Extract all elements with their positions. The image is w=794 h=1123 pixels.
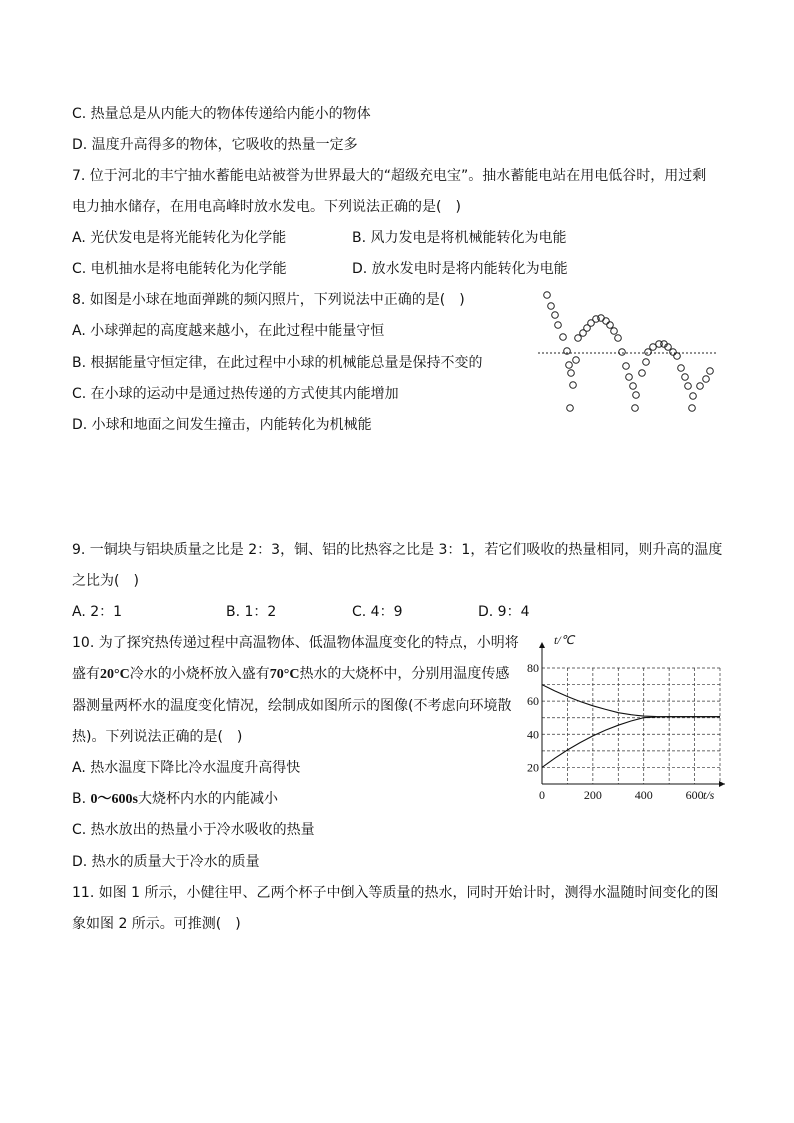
q9-stem-line2: 之比为( ) <box>72 573 139 589</box>
ball-image <box>630 383 637 390</box>
q10-stem-line3: 器测量两杯水的温度变化情况，绘制成如图所示的图像(不考虑向环境散 <box>72 698 512 714</box>
ball-image <box>639 370 646 377</box>
grid <box>542 668 720 784</box>
q8-option-c: C. 在小球的运动中是通过热传递的方式使其内能增加 <box>72 386 399 402</box>
ball-image <box>570 382 577 389</box>
ball-image <box>623 363 630 370</box>
ball-image <box>703 376 710 383</box>
ball-image <box>670 349 677 356</box>
ball-image <box>678 365 685 372</box>
q7-option-d: D. 放水发电时是将内能转化为电能 <box>352 261 568 277</box>
ball-image <box>689 405 696 412</box>
y-tick-label: 60 <box>527 694 539 709</box>
q7-option-c: C. 电机抽水是将电能转化为化学能 <box>72 261 287 277</box>
q7-stem-line2: 电力抽水储存，在用电高峰时放水发电。下列说法正确的是( ) <box>72 199 461 215</box>
y-tick-label: 40 <box>527 727 539 742</box>
hot-water-curve <box>542 685 720 717</box>
ball-image <box>619 349 626 356</box>
y-tick-label: 20 <box>527 760 539 775</box>
q9-stem-line1: 9. 一铜块与铝块质量之比是 2：3，铜、铝的比热容之比是 3：1，若它们吸收的热量相同，则升高的温度 <box>72 542 723 558</box>
ball-image <box>632 405 639 412</box>
ball-image <box>568 370 575 377</box>
ball-image <box>555 322 562 329</box>
q10-option-a: A. 热水温度下降比冷水温度升高得快 <box>72 760 301 776</box>
ball-image <box>544 292 551 299</box>
ball-image <box>560 334 567 341</box>
ball-image <box>615 335 622 342</box>
q9-option-c: C. 4：9 <box>352 604 403 620</box>
ball-image <box>674 353 681 360</box>
q10-option-b: B. 0～600s大烧杯内水的内能减小 <box>72 791 278 807</box>
x-axis-arrow <box>719 781 725 787</box>
q10-stem-line1: 10. 为了探究热传递过程中高温物体、低温物体温度变化的特点，小明将 <box>72 635 519 651</box>
bouncing-ball-figure <box>530 285 720 420</box>
temperature-time-chart <box>520 628 730 808</box>
ball-image <box>573 357 580 364</box>
q10-stem-line2: 盛有20°C冷水的小烧杯放入盛有70°C热水的大烧杯中，分别用温度传感 <box>72 666 510 682</box>
ball-image <box>645 349 652 356</box>
x-tick-label: 400 <box>634 788 653 802</box>
option-d-heat: D. 温度升高得多的物体，它吸收的热量一定多 <box>72 137 358 153</box>
x-tick-label: 200 <box>583 788 602 802</box>
ball-image <box>626 374 633 381</box>
q10-option-d: D. 热水的质量大于冷水的质量 <box>72 854 260 870</box>
ball-image <box>566 362 573 369</box>
q9-option-a: A. 2：1 <box>72 604 123 620</box>
ball-image <box>607 322 614 329</box>
ball-image <box>552 312 559 319</box>
q8-option-d: D. 小球和地面之间发生撞击，内能转化为机械能 <box>72 417 372 433</box>
q10-stem-line4: 热)。下列说法正确的是( ) <box>72 729 243 745</box>
ball-image <box>690 393 697 400</box>
ball-image <box>603 318 610 325</box>
q10-option-c: C. 热水放出的热量小于冷水吸收的热量 <box>72 822 315 838</box>
q9-option-d: D. 9：4 <box>478 604 530 620</box>
y-axis-arrow <box>539 642 545 648</box>
q7-option-b: B. 风力发电是将机械能转化为电能 <box>352 230 567 246</box>
y-axis-label: t/℃ <box>554 633 575 647</box>
q8-stem: 8. 如图是小球在地面弹跳的频闪照片，下列说法中正确的是( ) <box>72 292 465 308</box>
ball-image <box>682 374 689 381</box>
q11-stem-line1: 11. 如图 1 所示，小健往甲、乙两个杯子中倒入等质量的热水，同时开始计时，测得水温随时间变化的图 <box>72 885 719 901</box>
ball-image <box>697 383 704 390</box>
option-c-heat: C. 热量总是从内能大的物体传递给内能小的物体 <box>72 106 371 122</box>
ball-image <box>643 359 650 366</box>
ball-image <box>567 405 574 412</box>
q7-stem-line1: 7. 位于河北的丰宁抽水蓄能电站被誉为世界最大的“超级充电宝”。抽水蓄能电站在用电低谷时，用过剩 <box>72 168 707 184</box>
ball-image <box>611 328 618 335</box>
q8-option-b: B. 根据能量守恒定律，在此过程中小球的机械能总量是保持不变的 <box>72 355 483 371</box>
q11-stem-line2: 象如图 2 所示。可推测( ) <box>72 916 241 932</box>
q8-option-a: A. 小球弹起的高度越来越小，在此过程中能量守恒 <box>72 323 385 339</box>
ball-image <box>575 335 582 342</box>
x-tick-label: 0 <box>539 788 545 802</box>
ball-image <box>633 392 640 399</box>
x-axis-label: t/s <box>703 788 715 802</box>
ball-image <box>707 368 714 375</box>
q7-option-a: A. 光伏发电是将光能转化为化学能 <box>72 230 287 246</box>
cold-water-curve <box>542 717 720 768</box>
ball-image <box>685 383 692 390</box>
ball-image <box>548 303 555 310</box>
x-tick-label: 600 <box>685 788 704 802</box>
q9-option-b: B. 1：2 <box>226 604 277 620</box>
y-tick-label: 80 <box>527 661 539 675</box>
